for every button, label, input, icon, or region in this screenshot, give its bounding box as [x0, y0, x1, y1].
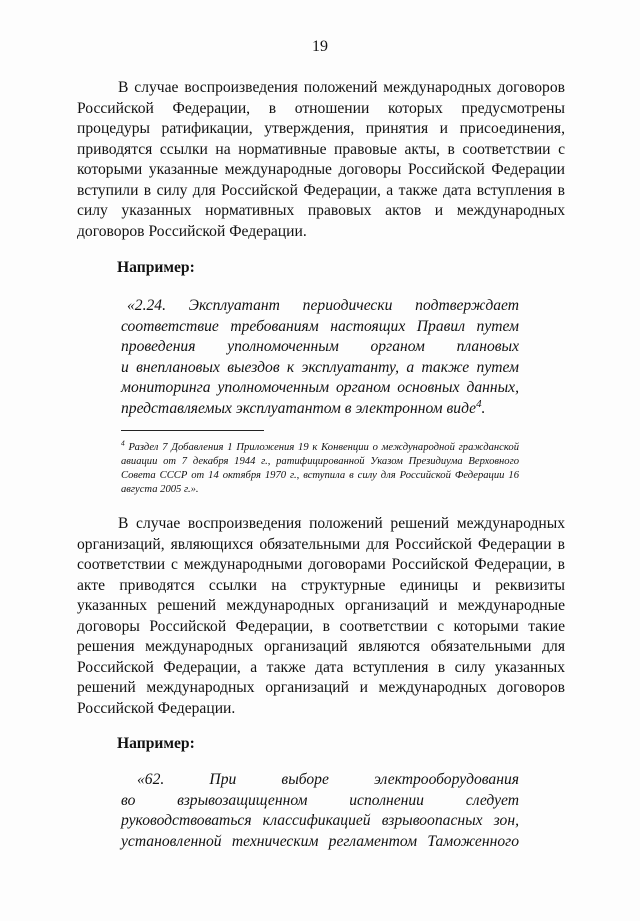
quote-line: «62. При выборе электрооборудования [137, 771, 519, 788]
quote-line-last [121, 399, 519, 420]
quote-line: установленной техническим регламентом Таможенного [121, 832, 519, 850]
page-number: 19 [312, 38, 328, 55]
quote-line: проведения уполномоченным органом плановых [121, 338, 519, 355]
quote-line: соответствие требованиям настоящих Правил путем [121, 317, 519, 335]
footnote-divider [121, 430, 264, 431]
paragraph-text: В случае воспроизведения положений международных договоров Российской Федерации, в отношении которых предусмотрены процедуры ратификации, утверждения, принятия и присоединения, приводятся ссылки на нормативные правовые акты, в соответствии с которыми указанные международные договоры Российской Федерации вступили в силу для Российской Федерации, а также дата вступления в силу указанных нормативных правовых актов и международных договоров Российской Федерации. [77, 79, 565, 240]
example-quote [121, 296, 519, 419]
footnote-reference[interactable]: 4 [476, 397, 482, 410]
example-heading: Например: [117, 735, 195, 752]
quote-line: во взрывозащищенном исполнении следует [121, 791, 519, 809]
quote-line: «2.24. Эксплуатант периодически подтверждает [127, 297, 519, 314]
footnote [121, 438, 519, 497]
quote-line-text: представляемых эксплуатантом в электронном виде [121, 399, 477, 417]
quote-line: руководствоваться классификацией взрывоопасных зон, [121, 812, 519, 829]
paragraph-organizations [77, 514, 565, 719]
paragraph-text: В случае воспроизведения положений решений международных организаций, являющихся обязательными для Российской Федерации в соответствии с международными договорами Российской Федерации, в акте приводятся ссылки на структурные единицы и реквизиты указанных решений международных организаций и международные договоры Российской Федерации, в соответствии с которыми такие решения международных организаций являются обязательными для Российской Федерации, а также дата вступления в силу указанных решений международных организаций и международных договоров Российской Федерации. [77, 515, 565, 717]
example-quote [121, 770, 519, 852]
quote-closing: . [481, 399, 486, 417]
example-heading: Например: [117, 259, 195, 276]
footnote-marker: 4 [121, 438, 125, 448]
quote-line: и внеплановых выездов к эксплуатанту, а также путем [121, 358, 519, 376]
quote-line: мониторинга уполномоченным органом основных данных, [121, 379, 519, 396]
paragraph-treaties [77, 78, 565, 242]
footnote-text: Раздел 7 Добавления 1 Приложения 19 к Конвенции о международной гражданской авиации от 7 декабря 1944 г., ратифицированной Указом Президиума Верховного Совета СССР от 14 октября 1970 г., вступила в силу для Российской Федерации 16 августа 2005 г.». [121, 442, 519, 495]
